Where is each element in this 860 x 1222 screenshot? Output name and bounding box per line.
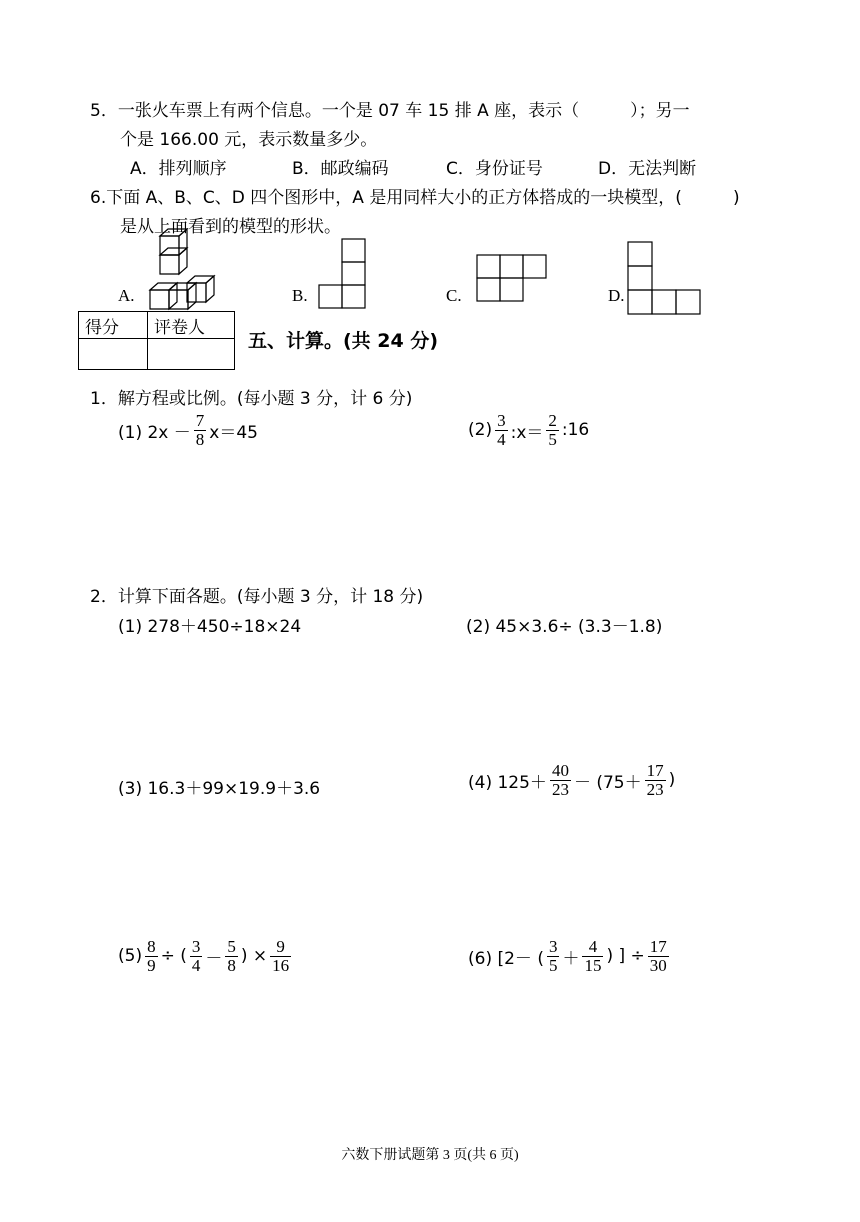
q5-option-b: B．邮政编码 [292,159,389,179]
fraction [495,412,508,449]
part2-problem-2: (2) 45×3.6÷ (3.3－1.8) [466,617,663,637]
fraction [550,762,571,799]
numerator: 4 [582,938,603,957]
fraction [225,938,238,975]
p2-5-op3: ) × [240,946,268,967]
denominator: 30 [649,955,667,975]
p2-6-prefix: (6) [2－ ( [468,948,544,969]
numerator: 3 [191,937,201,956]
q6-line2: 是从上面看到的模型的形状。 [120,217,341,237]
p2-5-op1: ÷ ( [160,946,187,967]
part2-problem-1: (1) 278＋450÷18×24 [118,617,302,637]
p1-2-suffix: :16 [561,420,590,441]
p2-6-op2: ) ] ÷ [606,946,645,967]
q5-line1: 5．一张火车票上有两个信息。一个是 07 车 15 排 A 座，表示（ ）；另一 [90,101,690,121]
part1-problem-2 [468,412,589,449]
score-table [78,311,235,370]
p1-2-mid: :x＝ [510,422,544,443]
cube [187,276,214,302]
grader-cell[interactable] [148,339,235,370]
denominator: 23 [646,779,664,799]
part2-problem-4 [468,762,675,799]
denominator: 23 [551,779,569,799]
q6-label-d: D. [608,286,625,305]
p2-4-suffix: ) [668,770,676,791]
p1-1-prefix: (1) 2x － [118,422,191,443]
denominator: 4 [191,955,201,975]
fraction [190,938,203,975]
fraction [546,412,559,449]
grader-header: 评卷人 [148,312,235,339]
numerator: 17 [649,937,667,956]
p2-6-op1: ＋ [562,948,580,969]
p1-1-suffix: x＝45 [209,422,258,443]
q5-option-d: D．无法判断 [598,159,697,179]
figure-c-top-view [475,253,551,303]
fraction [145,938,158,975]
denominator: 4 [497,429,506,449]
numerator: 2 [548,411,557,430]
score-header: 得分 [79,312,148,339]
numerator: 8 [147,937,156,956]
denominator: 9 [147,955,156,975]
q5-line2: 个是 166.00 元，表示数量多少。 [120,130,378,150]
denominator: 5 [548,429,557,449]
figure-a-cube-model [140,228,240,312]
part2-title: 2．计算下面各题。(每小题 3 分，计 18 分) [90,587,424,607]
q6-label-c: C. [446,286,462,305]
q5-option-c: C．身份证号 [446,159,543,179]
p2-5-op2: － [205,948,223,969]
denominator: 8 [195,429,205,449]
numerator: 7 [195,411,205,430]
part1-title: 1．解方程或比例。(每小题 3 分，计 6 分) [90,389,413,409]
part2-problem-3: (3) 16.3＋99×19.9＋3.6 [118,779,321,799]
q6-line1: 6.下面 A、B、C、D 四个图形中，A 是用同样大小的正方体搭成的一块模型，( ) [90,188,740,208]
figure-d-top-view [626,240,702,316]
denominator: 16 [272,955,290,975]
p1-2-prefix: (2) [468,420,493,441]
p2-5-prefix: (5) [118,946,143,967]
part2-problem-5 [118,938,294,975]
page-footer: 六数下册试题第 3 页(共 6 页) [341,1148,519,1163]
fraction [194,412,207,449]
numerator: 40 [551,761,569,780]
fraction [547,938,560,975]
numerator: 3 [548,937,558,956]
fraction [270,938,291,975]
denominator: 15 [584,955,602,975]
numerator: 17 [646,761,664,780]
numerator: 3 [497,411,506,430]
numerator: 5 [227,937,236,956]
fraction [648,938,669,975]
p2-4-mid: － (75＋ [573,772,642,793]
part2-problem-6 [468,938,672,975]
q6-label-a: A. [118,286,135,305]
p2-4-prefix: (4) 125＋ [468,772,547,793]
part1-problem-1 [118,412,258,449]
q6-label-b: B. [292,286,308,305]
q5-option-a: A．排列顺序 [130,159,227,179]
score-cell[interactable] [79,339,148,370]
denominator: 8 [227,955,236,975]
fraction [645,762,666,799]
cube [160,248,187,274]
figure-b-top-view [318,238,370,312]
fraction [582,938,603,975]
denominator: 5 [548,955,558,975]
section5-title: 五、计算。(共 24 分) [248,330,439,352]
numerator: 9 [270,938,291,957]
